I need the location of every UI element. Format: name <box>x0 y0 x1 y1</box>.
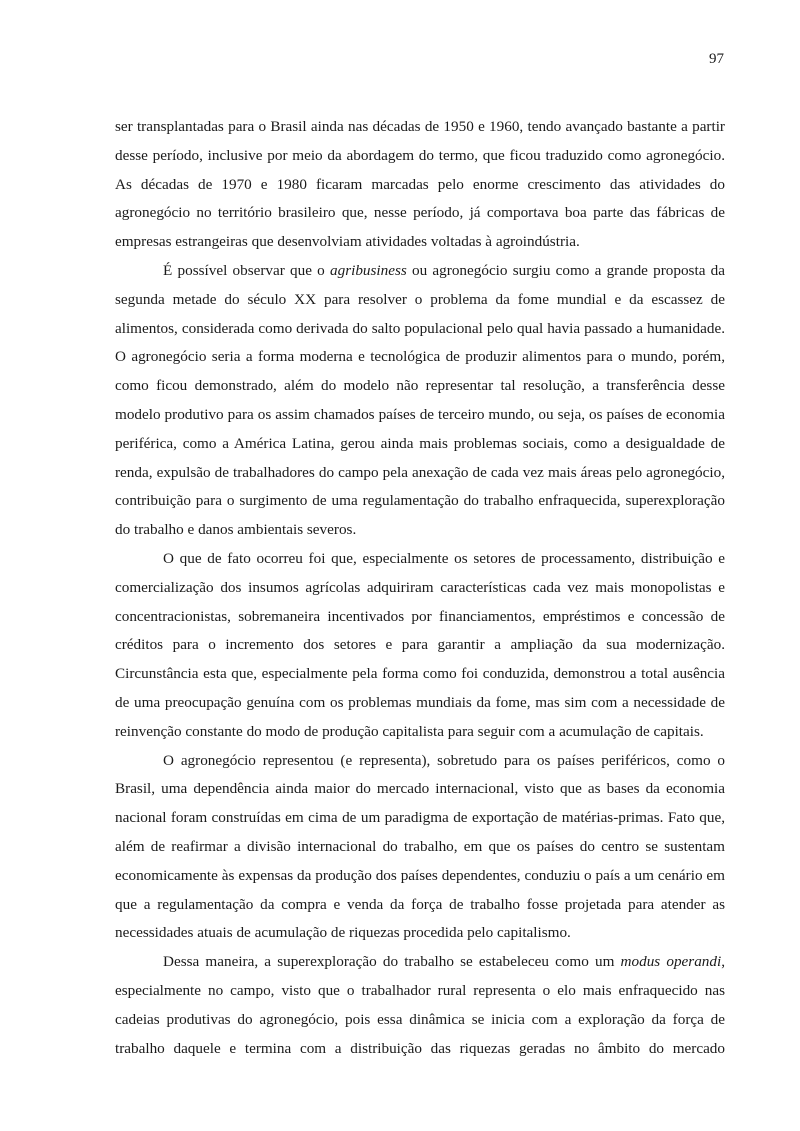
paragraph-1: ser transplantadas para o Brasil ainda nas décadas de 1950 e 1960, tendo avançado bastante a partir desse período, inclusive por meio da abordagem do termo, que ficou traduzido como agronegócio. As décadas de 1970 e 1980 ficaram marcadas pelo enorme crescimento das atividades do agronegócio no território brasileiro que, nesse período, já comportava boa parte das fábricas de empresas estrangeiras que desenvolviam atividades voltadas à agroindústria. <box>115 118 725 251</box>
page-number: 97 <box>709 51 724 67</box>
body-text <box>115 113 725 1063</box>
paragraph-2-after: ou agronegócio surgiu como a grande proposta da segunda metade do século XX para resolver o problema da fome mundial e da escassez de alimentos, considerada como derivada do salto populacional pelo qual havia passado a humanidade. O agronegócio seria a forma moderna e tecnológica de produzir alimentos para o mundo, porém, como ficou demonstrado, além do modelo não representar tal resolução, a transferência desse modelo produtivo para os assim chamados países de terceiro mundo, ou seja, os países de economia periférica, como a América Latina, gerou ainda mais problemas sociais, como a desigualdade de renda, expulsão de trabalhadores do campo pela anexação de cada vez mais áreas pelo agronegócio, contribuição para o surgimento de uma regulamentação do trabalho enfraquecida, superexploração do trabalho e danos ambientais severos. <box>115 261 725 539</box>
paragraph-5-after: , especialmente no campo, visto que o trabalhador rural representa o elo mais enfraquecido nas cadeias produtivas do agronegócio, pois essa dinâmica se inicia com a exploração da força de trabalho daquele e termina com a distribuição das riquezas geradas no âmbito do mercado <box>115 953 726 1057</box>
paragraph-2-italic-term: agribusiness <box>330 261 407 279</box>
paragraph-4: O agronegócio representou (e representa), sobretudo para os países periféricos, como o Brasil, uma dependência ainda maior do mercado internacional, visto que as bases da economia nacional foram construídas em cima de um paradigma de exportação de matérias-primas. Fato que, além de reafirmar a divisão internacional do trabalho, em que os países do centro se sustentam economicamente às expensas da produção dos países dependentes, conduziu o país a um cenário em que a regulamentação da compra e venda da força de trabalho fosse projetada para atender as necessidades atuais de acumulação de riquezas procedida pelo capitalismo. <box>115 751 725 942</box>
paragraph-5-before: Dessa maneira, a superexploração do trabalho se estabeleceu como um <box>163 953 621 971</box>
paragraph-3: O que de fato ocorreu foi que, especialmente os setores de processamento, distribuição e comercialização dos insumos agrícolas adquiriram características cada vez mais monopolistas e concentracionistas, sobremaneira incentivados por financiamentos, empréstimos e concessão de créditos para o incremento dos setores e para garantir a ampliação da sua modernização. Circunstância esta que, especialmente pela forma como foi conduzida, demonstrou a total ausência de uma preocupação genuína com os problemas mundiais da fome, mas sim com a necessidade de reinvenção constante do modo de produção capitalista para seguir com a acumulação de capitais. <box>115 549 725 740</box>
paragraph-2-before: É possível observar que o <box>163 261 330 279</box>
paragraph-2 <box>115 257 725 545</box>
paragraph-5 <box>115 948 725 1063</box>
paragraph-5-italic-term: modus operandi <box>620 953 722 971</box>
